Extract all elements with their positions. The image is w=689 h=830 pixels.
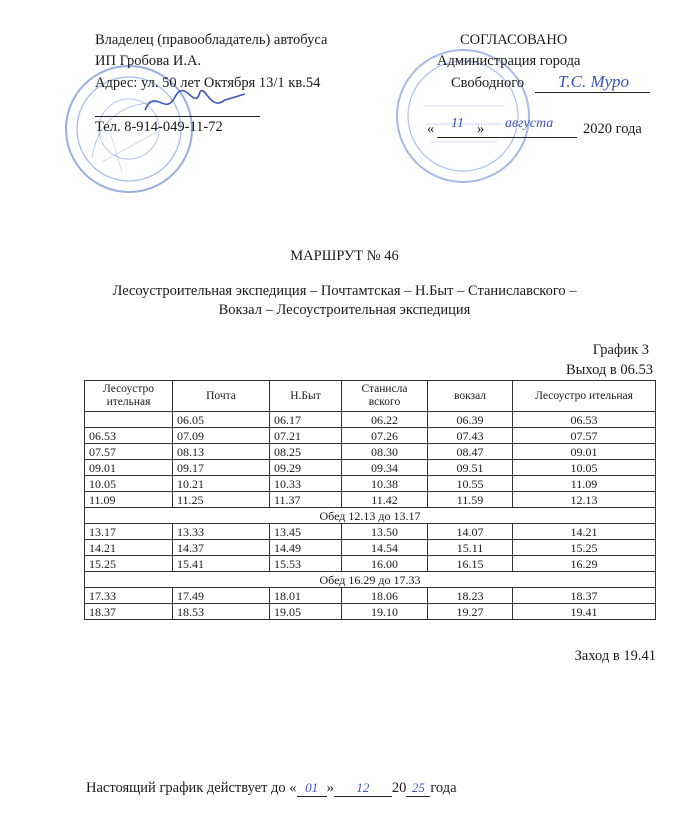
schedule-lunch-break-cell: Обед 16.29 до 17.33 (85, 572, 656, 588)
schedule-row (85, 588, 656, 604)
schedule-row (85, 540, 656, 556)
schedule-cell: 13.33 (173, 524, 270, 540)
schedule-cell: 07.26 (342, 428, 428, 444)
schedule-cell: 19.05 (270, 604, 342, 620)
schedule-row (85, 444, 656, 460)
validity-text-mid: » (326, 780, 334, 796)
route-path-line1: Лесоустроительная экспедиция – Почтамтская – Н.Быт – Станиславского – (112, 283, 577, 299)
approval-date-line (437, 137, 577, 138)
schedule-cell: 13.17 (85, 524, 173, 540)
validity-statement (86, 780, 457, 797)
schedule-cell: 07.57 (85, 444, 173, 460)
schedule-cell: 13.45 (270, 524, 342, 540)
schedule-cell: 15.25 (85, 556, 173, 572)
schedule-cell: 15.41 (173, 556, 270, 572)
schedule-cell: 14.21 (85, 540, 173, 556)
schedule-cell: 10.33 (270, 476, 342, 492)
schedule-cell: 07.21 (270, 428, 342, 444)
schedule-cell: 10.21 (173, 476, 270, 492)
schedule-row (85, 604, 656, 620)
validity-year-hand: 25 (406, 780, 430, 797)
schedule-exit-time: Выход в 06.53 (565, 362, 653, 378)
schedule-header-cell: Почта (173, 381, 270, 412)
schedule-cell: 18.06 (342, 588, 428, 604)
approval-date-month: августа (505, 116, 554, 131)
schedule-cell: 08.30 (342, 444, 428, 460)
schedule-cell: 11.37 (270, 492, 342, 508)
schedule-return-time: Заход в 19.41 (574, 648, 656, 664)
owner-title: Владелец (правообладатель) автобуса (95, 32, 328, 48)
schedule-lunch-break-cell: Обед 12.13 до 13.17 (85, 508, 656, 524)
approval-date-day: 11 (451, 116, 464, 131)
validity-year-prefix: 20 (391, 780, 407, 796)
schedule-cell: 07.57 (513, 428, 656, 444)
schedule-cell: 06.39 (428, 412, 513, 428)
schedule-row (85, 524, 656, 540)
schedule-cell: 19.10 (342, 604, 428, 620)
schedule-graph-number: График 3 (592, 342, 649, 358)
schedule-cell: 12.13 (513, 492, 656, 508)
approval-date-open: « (427, 121, 435, 137)
schedule-cell: 10.55 (428, 476, 513, 492)
schedule-cell: 14.54 (342, 540, 428, 556)
validity-text-end: года (430, 780, 457, 796)
schedule-cell: 09.29 (270, 460, 342, 476)
schedule-cell (85, 412, 173, 428)
approval-org: Администрация города (437, 53, 581, 69)
schedule-cell: 08.13 (173, 444, 270, 460)
schedule-header-cell: Н.Быт (270, 381, 342, 412)
schedule-cell: 17.49 (173, 588, 270, 604)
schedule-cell: 08.47 (428, 444, 513, 460)
schedule-cell: 16.00 (342, 556, 428, 572)
schedule-cell: 15.53 (270, 556, 342, 572)
schedule-cell: 11.42 (342, 492, 428, 508)
schedule-cell: 16.29 (513, 556, 656, 572)
schedule-header-cell: Лесоустро ительная (513, 381, 656, 412)
owner-phone: Тел. 8-914-049-11-72 (95, 119, 223, 135)
schedule-header-row (85, 381, 656, 412)
validity-day: 01 (297, 780, 327, 797)
schedule-cell: 10.05 (85, 476, 173, 492)
schedule-cell: 08.25 (270, 444, 342, 460)
approval-signature: Т.С. Муро (558, 72, 629, 91)
schedule-cell: 19.27 (428, 604, 513, 620)
schedule-row (85, 492, 656, 508)
schedule-cell: 10.05 (513, 460, 656, 476)
schedule-row (85, 460, 656, 476)
schedule-cell: 06.05 (173, 412, 270, 428)
owner-signature (140, 82, 250, 127)
schedule-cell: 09.51 (428, 460, 513, 476)
schedule-table (84, 380, 656, 620)
schedule-cell: 18.37 (513, 588, 656, 604)
validity-text-start: Настоящий график действует до « (86, 780, 297, 796)
schedule-cell: 18.53 (173, 604, 270, 620)
schedule-cell: 11.09 (85, 492, 173, 508)
schedule-row (85, 428, 656, 444)
schedule-cell: 06.22 (342, 412, 428, 428)
owner-name: ИП Гробова И.А. (95, 53, 202, 69)
schedule-header-cell: Лесоустро ительная (85, 381, 173, 412)
schedule-cell: 18.37 (85, 604, 173, 620)
schedule-cell: 18.23 (428, 588, 513, 604)
schedule-cell: 07.43 (428, 428, 513, 444)
route-path-line2: Вокзал – Лесоустроительная экспедиция (218, 302, 471, 318)
schedule-header-cell: Станисла вского (342, 381, 428, 412)
schedule-cell: 17.33 (85, 588, 173, 604)
schedule-row (85, 556, 656, 572)
schedule-cell: 09.17 (173, 460, 270, 476)
schedule-row (85, 476, 656, 492)
schedule-cell: 14.21 (513, 524, 656, 540)
schedule-cell: 16.15 (428, 556, 513, 572)
schedule-header-cell: вокзал (428, 381, 513, 412)
approval-city: Свободного (451, 75, 525, 91)
schedule-cell: 10.38 (342, 476, 428, 492)
schedule-cell: 06.17 (270, 412, 342, 428)
approval-title: СОГЛАСОВАНО (460, 32, 568, 48)
schedule-cell: 11.09 (513, 476, 656, 492)
schedule-cell: 19.41 (513, 604, 656, 620)
schedule-cell: 14.07 (428, 524, 513, 540)
approval-date-year: 2020 года (583, 121, 642, 137)
schedule-cell: 15.25 (513, 540, 656, 556)
schedule-cell: 14.49 (270, 540, 342, 556)
schedule-cell: 09.34 (342, 460, 428, 476)
schedule-cell: 18.01 (270, 588, 342, 604)
owner-address: Адрес: ул. 50 лет Октября 13/1 кв.54 (95, 75, 321, 91)
validity-month: 12 (334, 780, 392, 797)
approval-date-close: » (477, 121, 485, 137)
schedule-cell: 11.25 (173, 492, 270, 508)
schedule-lunch-break-row (85, 508, 656, 524)
approval-signature-line (535, 92, 650, 93)
schedule-cell: 06.53 (85, 428, 173, 444)
schedule-cell: 13.50 (342, 524, 428, 540)
schedule-cell: 06.53 (513, 412, 656, 428)
route-title: МАРШРУТ № 46 (290, 248, 399, 264)
schedule-cell: 15.11 (428, 540, 513, 556)
schedule-cell: 14.37 (173, 540, 270, 556)
schedule-cell: 09.01 (85, 460, 173, 476)
schedule-lunch-break-row (85, 572, 656, 588)
schedule-cell: 09.01 (513, 444, 656, 460)
schedule-cell: 11.59 (428, 492, 513, 508)
schedule-cell: 07.09 (173, 428, 270, 444)
schedule-row (85, 412, 656, 428)
